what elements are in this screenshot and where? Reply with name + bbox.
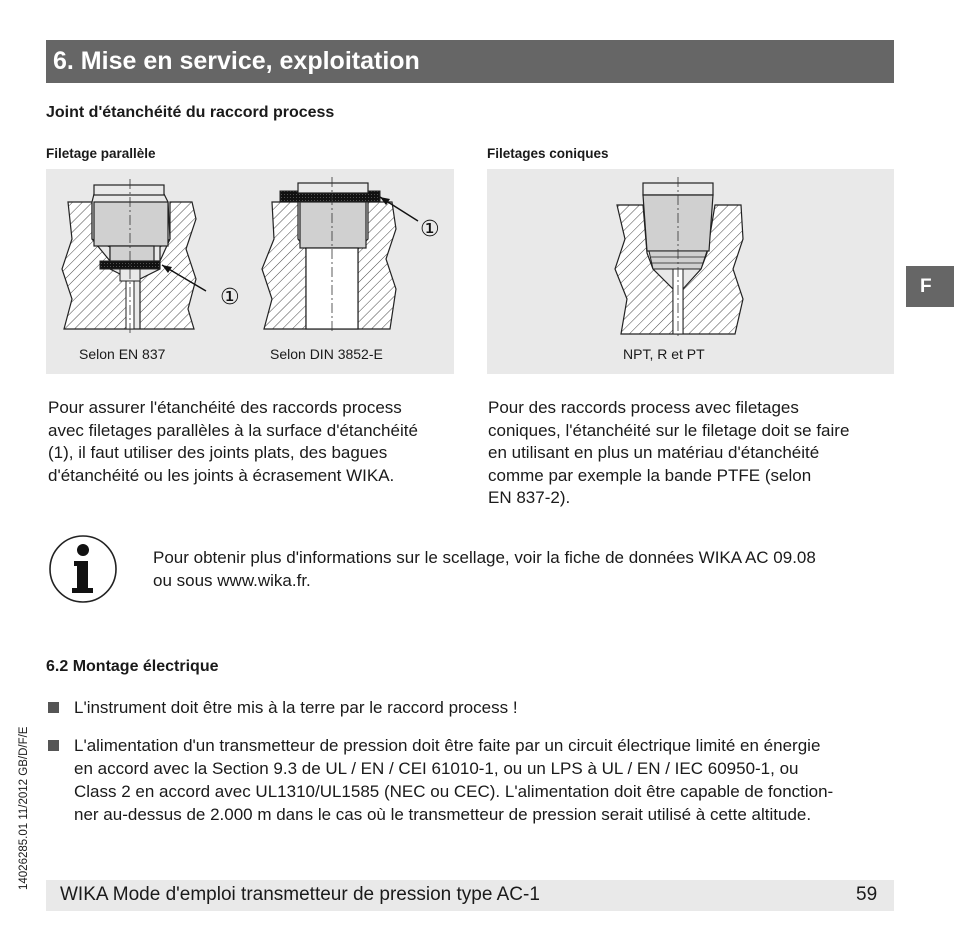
text-line: Pour assurer l'étanchéité des raccords process (48, 398, 402, 417)
page-number: 59 (856, 884, 878, 905)
parallel-thread-drawing (46, 169, 454, 374)
parallel-thread-description (48, 397, 458, 487)
bullet-line: L'alimentation d'un transmetteur de pression doit être faite par un circuit électrique limité en énergie (74, 736, 821, 755)
din3852-drawing (262, 177, 418, 334)
bullet-line: Class 2 en accord avec UL1310/UL1585 (NEC ou CEC). L'alimentation doit être capable de fonction- (74, 782, 834, 801)
callout-1-right: ① (420, 217, 440, 242)
parallel-thread-figure (46, 169, 454, 374)
footer-title: WIKA Mode d'emploi transmetteur de pression type AC-1 (60, 884, 540, 905)
callout-1-left: ① (220, 285, 240, 310)
conical-thread-label: Filetages coniques (487, 146, 609, 161)
conical-thread-figure (487, 169, 894, 374)
bullet-square-icon (48, 702, 59, 713)
info-line: Pour obtenir plus d'informations sur le scellage, voir la fiche de données WIKA AC 09.08 (153, 548, 816, 567)
info-line: ou sous www.wika.fr. (153, 571, 311, 590)
list-item (48, 734, 894, 830)
caption-npt: NPT, R et PT (623, 346, 705, 362)
en837-drawing (62, 179, 206, 334)
caption-din3852: Selon DIN 3852-E (270, 346, 383, 362)
caption-en837: Selon EN 837 (79, 346, 166, 362)
bullet-text: L'instrument doit être mis à la terre par le raccord process ! (74, 698, 518, 717)
joint-heading: Joint d'étanchéité du raccord process (46, 104, 335, 121)
electrical-heading: 6.2 Montage électrique (46, 658, 219, 675)
info-icon (48, 534, 118, 604)
text-line: d'étanchéité ou les joints à écrasement WIKA. (48, 465, 395, 485)
document-code: 14026285.01 11/2012 GB/D/F/E (18, 726, 30, 890)
section-title: 6. Mise en service, exploitation (46, 40, 894, 83)
text-line: coniques, l'étanchéité sur le filetage doit se faire (488, 420, 850, 440)
text-line: comme par exemple la bande PTFE (selon (488, 465, 812, 485)
text-line: (1), il faut utiliser des joints plats, des bagues (48, 443, 388, 462)
text-line: EN 837-2). (488, 488, 571, 507)
text-line: Pour des raccords process avec filetages (488, 398, 799, 417)
bullet-square-icon (48, 740, 59, 751)
parallel-thread-label: Filetage parallèle (46, 146, 156, 161)
info-note (153, 546, 893, 592)
conical-thread-description (488, 397, 894, 510)
text-line: avec filetages parallèles à la surface d'étanchéité (48, 420, 418, 440)
bullet-line: en accord avec la Section 9.3 de UL / EN / CEI 61010-1, ou un LPS à UL / EN / IEC 60950-1, ou (74, 759, 799, 778)
bullet-text (74, 734, 904, 826)
text-line: en utilisant en plus un matériau d'étanchéité (488, 443, 820, 462)
list-item (48, 696, 894, 720)
bullet-line: ner au-dessus de 2.000 m dans le cas où le transmetteur de pression serait utilisé à cette altitude. (74, 805, 812, 824)
language-tab: F (906, 266, 954, 307)
conical-thread-drawing (487, 169, 894, 374)
